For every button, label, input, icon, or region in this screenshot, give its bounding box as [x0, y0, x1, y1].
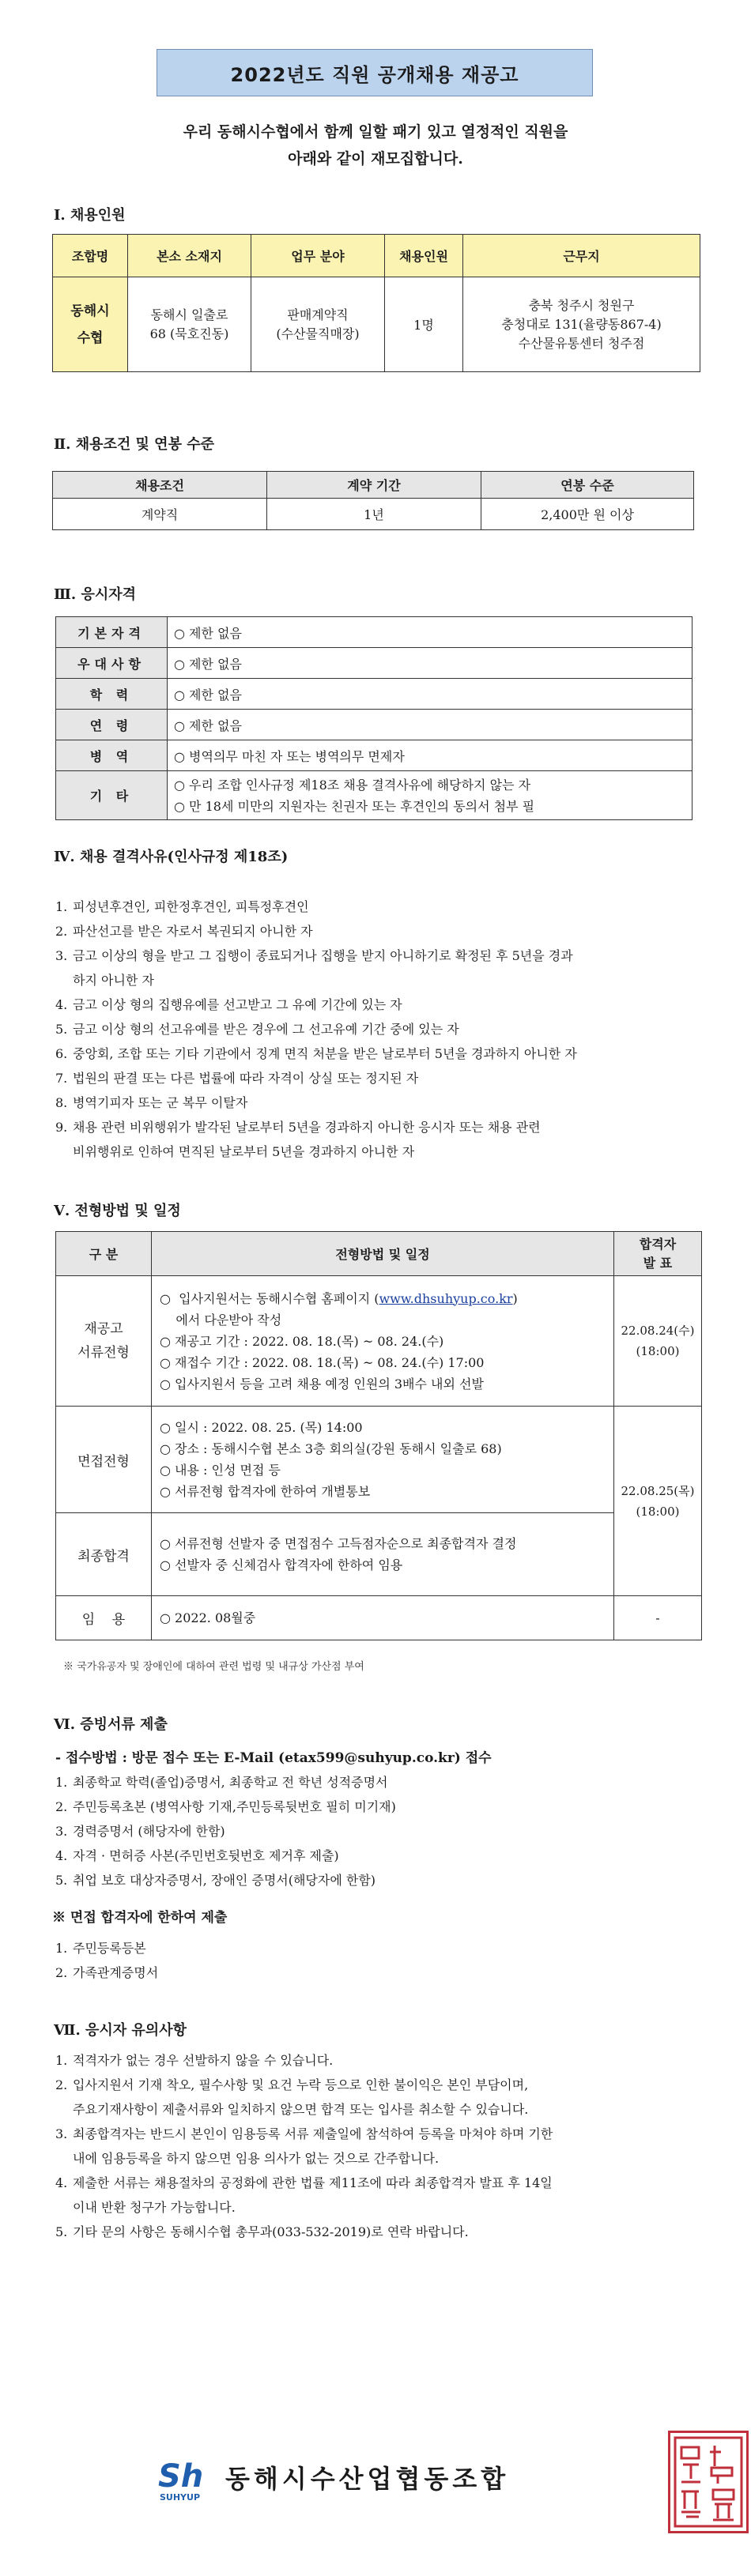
list-item: 6. 중앙회, 조합 또는 기타 기관에서 징계 면직 처분을 받은 날로부터 5년을 경과하지 아니한 자	[55, 1046, 577, 1061]
list-item-continuation: 이내 반환 청구가 가능합니다.	[73, 2200, 236, 2215]
organization-name: 동해시수산업협동조합	[225, 2464, 510, 2494]
section-heading: Ⅲ. 응시자격	[54, 586, 137, 603]
list-item: 3. 금고 이상의 형을 받고 그 집행이 종료되거나 집행을 받지 아니하기로 확정된 후 5년을 경과	[55, 948, 573, 963]
list-item-continuation: 하지 아니한 자	[73, 973, 154, 988]
seal-glyph-icon	[670, 2433, 746, 2531]
footnote: ※ 국가유공자 및 장애인에 대하여 관련 법령 및 내규상 가산점 부여	[63, 1661, 364, 1673]
list-item: 5. 기타 문의 사항은 동해시수협 총무과(033-532-2019)로 연락 바랍니다.	[55, 2224, 469, 2239]
qualification-label: 연 령	[56, 710, 168, 740]
field-cell: 판매계약직 (수산물직매장)	[251, 277, 385, 372]
logo-text: SUHYUP	[160, 2492, 201, 2503]
announce-cell: -	[614, 1596, 702, 1640]
detail-line: ○ 장소 : 동해시수협 본소 3층 회의실(강원 동해시 일출로 68)	[160, 1441, 502, 1456]
stage-details	[152, 1513, 614, 1596]
table-header: 합격자 발 표	[614, 1232, 702, 1276]
suhyup-logo	[158, 2458, 229, 2508]
page-title: 2022년도 직원 공개채용 재공고	[230, 63, 519, 86]
table-header: 본소 소재지	[128, 235, 251, 277]
announce-cell: 22.08.25(목) (18:00)	[614, 1407, 702, 1596]
salary-level: 2,400만 원 이상	[481, 499, 694, 530]
stage-cell: 면접전형	[56, 1407, 152, 1513]
section-heading: Ⅶ. 응시자 유의사항	[54, 2022, 187, 2039]
hq-cell: 동해시 일출로 68 (묵호진동)	[128, 277, 251, 372]
condition-type: 계약직	[53, 499, 267, 530]
section-heading: Ⅴ. 전형방법 및 일정	[54, 1203, 181, 1219]
contract-period: 1년	[267, 499, 481, 530]
table-header: 구 분	[56, 1232, 152, 1276]
stage-cell: 재공고 서류전형	[56, 1276, 152, 1407]
intro-text	[0, 119, 751, 172]
section-heading: Ⅳ. 채용 결격사유(인사규정 제18조)	[54, 849, 289, 865]
list-item-continuation: 주요기재사항이 제출서류와 일치하지 않으면 합격 또는 입사를 취소할 수 있습니다.	[73, 2102, 529, 2117]
table-header: 조합명	[53, 235, 128, 277]
table-header: 채용인원	[385, 235, 463, 277]
list-item: 2. 파산선고를 받은 자로서 복권되지 아니한 자	[55, 924, 313, 939]
section-heading: Ⅱ. 채용조건 및 연봉 수준	[54, 436, 214, 453]
qualification-value: ○ 병역의무 마친 자 또는 병역의무 면제자	[168, 740, 693, 771]
table-header: 근무지	[463, 235, 700, 277]
list-item: 1. 주민등록등본	[55, 1941, 146, 1956]
detail-line: ○ 서류전형 선발자 중 면접점수 고득점자순으로 최종합격자 결정	[160, 1536, 517, 1551]
stage-cell: 최종합격	[56, 1513, 152, 1596]
qualification-value: ○ 제한 없음	[168, 710, 693, 740]
detail-line: ○ 서류전형 합격자에 한하여 개별통보	[160, 1484, 371, 1499]
list-item: 3. 경력증명서 (해당자에 한함)	[55, 1824, 225, 1839]
qualification-label: 병 역	[56, 740, 168, 771]
list-item: 2. 가족관계증명서	[55, 1965, 159, 1980]
list-item: 4. 제출한 서류는 채용절차의 공정화에 관한 법률 제11조에 따라 최종합격자 발표 후 14일	[55, 2175, 553, 2190]
homepage-link[interactable]: www.dhsuhyup.co.kr	[379, 1290, 513, 1306]
qualification-value: ○ 제한 없음	[168, 617, 693, 648]
list-item: 5. 취업 보호 대상자증명서, 장애인 증명서(해당자에 한함)	[55, 1873, 376, 1888]
detail-line: ○ 입사지원서는 동해시수협 홈페이지 (www.dhsuhyup.co.kr)	[160, 1290, 518, 1306]
list-item: 2. 주민등록초본 (병역사항 기재,주민등록뒷번호 필히 미기재)	[55, 1799, 396, 1814]
list-item: 1. 피성년후견인, 피한정후견인, 피특정후견인	[55, 899, 309, 914]
qualification-value: ○ 제한 없음	[168, 679, 693, 710]
qualification-table	[55, 616, 693, 820]
intro-line: 아래와 같이 재모집합니다.	[288, 150, 463, 168]
list-item-continuation: 비위행위로 인하여 면직된 날로부터 5년을 경과하지 아니한 자	[73, 1144, 415, 1159]
list-item: 7. 법원의 판결 또는 다른 법률에 따라 자격이 상실 또는 정지된 자	[55, 1071, 419, 1086]
stage-details	[152, 1276, 614, 1407]
detail-line: ○ 일시 : 2022. 08. 25. (목) 14:00	[160, 1420, 363, 1435]
list-item: 4. 자격 · 면허증 사본(주민번호뒷번호 제거후 제출)	[55, 1848, 339, 1863]
logo-mark: Sh	[158, 2458, 204, 2495]
list-item: 1. 최종학교 학력(졸업)증명서, 최종학교 전 학년 성적증명서	[55, 1775, 388, 1790]
detail-line: ○ 내용 : 인성 면접 등	[160, 1463, 281, 1478]
detail-line: 에서 다운받아 작성	[160, 1312, 282, 1328]
announce-cell: 22.08.24(수) (18:00)	[614, 1276, 702, 1407]
qualification-label: 학 력	[56, 679, 168, 710]
detail-line: ○ 선발자 중 신체검사 합격자에 한하여 임용	[160, 1557, 403, 1572]
intro-line: 우리 동해시수협에서 함께 일할 패기 있고 열정적인 직원을	[183, 123, 568, 141]
submission-method: - 접수방법 : 방문 접수 또는 E-Mail (etax599@suhyup.co.kr) 접수	[55, 1750, 492, 1766]
list-item: 1. 적격자가 없는 경우 선발하지 않을 수 있습니다.	[55, 2053, 334, 2068]
section-heading: Ⅰ. 채용인원	[54, 207, 126, 224]
qualification-value: ○ 제한 없음	[168, 648, 693, 679]
qualification-label: 기 타	[56, 771, 168, 820]
schedule-table	[55, 1231, 702, 1640]
section-heading: Ⅵ. 증빙서류 제출	[54, 1716, 168, 1733]
qualification-label: 우대사항	[56, 648, 168, 679]
list-item-continuation: 내에 임용등록을 하지 않으면 임용 의사가 없는 것으로 간주합니다.	[73, 2151, 440, 2166]
list-item: 8. 병역기피자 또는 군 복무 이탈자	[55, 1095, 248, 1110]
qualification-value: ○ 우리 조합 인사규정 제18조 채용 결격사유에 해당하지 않는 자 ○ 만 18세 미만의 지원자는 친권자 또는 후견인의 동의서 첨부 필	[168, 771, 693, 820]
stage-cell: 임 용	[56, 1596, 152, 1640]
table-header: 계약 기간	[267, 472, 481, 499]
stage-details	[152, 1407, 614, 1513]
documents-list	[55, 1770, 711, 1892]
notice-list	[55, 2048, 711, 2244]
stage-details: ○ 2022. 08월중	[152, 1596, 614, 1640]
interview-documents-list	[55, 1936, 711, 1985]
list-item: 5. 금고 이상 형의 선고유예를 받은 경우에 그 선고유예 기간 중에 있는 자	[55, 1022, 459, 1037]
table-header: 연봉 수준	[481, 472, 694, 499]
official-seal-stamp	[668, 2431, 749, 2533]
table-header: 채용조건	[53, 472, 267, 499]
recruitment-table	[52, 234, 700, 372]
qualification-label: 기본자격	[56, 617, 168, 648]
table-header: 업무 분야	[251, 235, 385, 277]
detail-line: ○ 재접수 기간 : 2022. 08. 18.(목) ~ 08. 24.(수) 17:00	[160, 1354, 485, 1370]
org-cell: 동해시 수협	[53, 277, 128, 372]
detail-line: ○ 입사지원서 등을 고려 채용 예정 인원의 3배수 내외 선발	[160, 1376, 484, 1392]
sub-heading: ※ 면접 합격자에 한하여 제출	[52, 1910, 228, 1926]
disqualification-list	[55, 894, 711, 1164]
list-item: 2. 입사지원서 기재 착오, 필수사항 및 요건 누락 등으로 인한 불이익은 본인 부담이며,	[55, 2077, 529, 2092]
list-item: 4. 금고 이상 형의 집행유예를 선고받고 그 유예 기간에 있는 자	[55, 997, 402, 1012]
conditions-table	[52, 471, 694, 530]
count-cell: 1명	[385, 277, 463, 372]
list-item: 3. 최종합격자는 반드시 본인이 임용등록 서류 제출일에 참석하여 등록을 마쳐야 하며 기한	[55, 2126, 553, 2141]
page-title-box	[157, 49, 593, 96]
table-header: 전형방법 및 일정	[152, 1232, 614, 1276]
detail-line: ○ 재공고 기간 : 2022. 08. 18.(목) ~ 08. 24.(수)	[160, 1333, 444, 1349]
list-item: 9. 채용 관련 비위행위가 발각된 날로부터 5년을 경과하지 아니한 응시자 또는 채용 관련	[55, 1120, 541, 1135]
workplace-cell: 충북 청주시 청원구 충청대로 131(율량동867-4) 수산물유통센터 청주점	[463, 277, 700, 372]
